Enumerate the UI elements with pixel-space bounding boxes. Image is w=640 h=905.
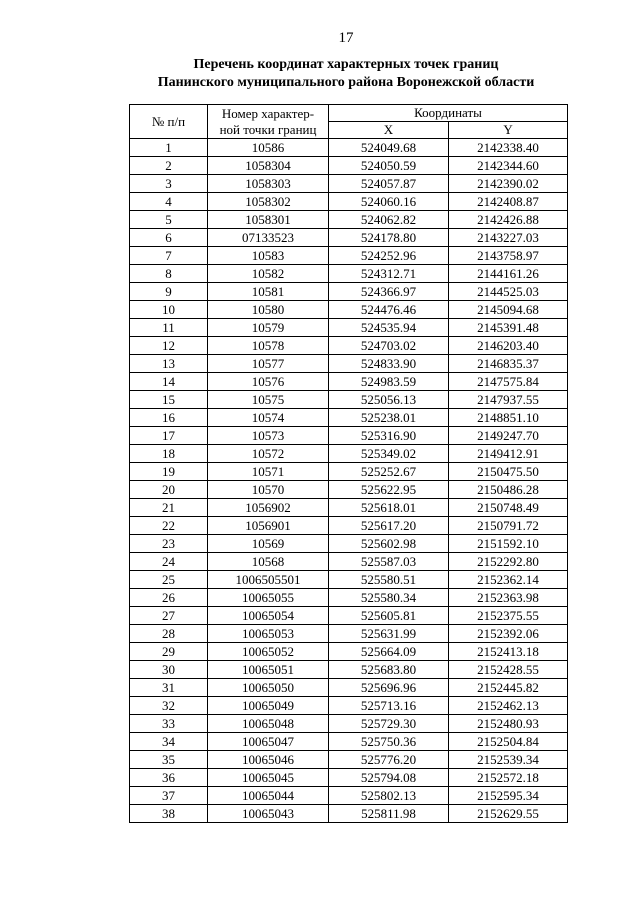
cell-y: 2152413.18	[449, 643, 568, 661]
table-row	[130, 175, 568, 193]
cell-num: 12	[130, 337, 208, 355]
header-point-number	[208, 105, 329, 139]
cell-x: 525316.90	[329, 427, 449, 445]
cell-x: 525683.80	[329, 661, 449, 679]
cell-y: 2142408.87	[449, 193, 568, 211]
cell-num: 28	[130, 625, 208, 643]
table-row	[130, 715, 568, 733]
cell-y: 2152392.06	[449, 625, 568, 643]
cell-y: 2142426.88	[449, 211, 568, 229]
cell-x: 524060.16	[329, 193, 449, 211]
header-num: № п/п	[130, 105, 208, 139]
cell-num: 22	[130, 517, 208, 535]
cell-num: 5	[130, 211, 208, 229]
table-body	[130, 139, 568, 823]
cell-point-number: 10573	[208, 427, 329, 445]
cell-num: 25	[130, 571, 208, 589]
table-row	[130, 751, 568, 769]
cell-point-number: 1006505501	[208, 571, 329, 589]
cell-point-number: 10065047	[208, 733, 329, 751]
cell-y: 2151592.10	[449, 535, 568, 553]
cell-x: 524535.94	[329, 319, 449, 337]
cell-num: 37	[130, 787, 208, 805]
cell-y: 2152363.98	[449, 589, 568, 607]
cell-point-number: 07133523	[208, 229, 329, 247]
cell-point-number: 10576	[208, 373, 329, 391]
cell-point-number: 10065044	[208, 787, 329, 805]
cell-num: 33	[130, 715, 208, 733]
cell-y: 2152362.14	[449, 571, 568, 589]
table-row	[130, 517, 568, 535]
table-row	[130, 139, 568, 157]
cell-num: 34	[130, 733, 208, 751]
table-row	[130, 373, 568, 391]
table-row	[130, 157, 568, 175]
cell-num: 17	[130, 427, 208, 445]
cell-point-number: 1058301	[208, 211, 329, 229]
cell-y: 2150791.72	[449, 517, 568, 535]
cell-point-number: 10065053	[208, 625, 329, 643]
cell-point-number: 10583	[208, 247, 329, 265]
cell-x: 525713.16	[329, 697, 449, 715]
header-coordinates: Координаты	[329, 105, 568, 122]
cell-num: 3	[130, 175, 208, 193]
cell-y: 2152480.93	[449, 715, 568, 733]
cell-x: 525587.03	[329, 553, 449, 571]
cell-x: 525602.98	[329, 535, 449, 553]
cell-y: 2150486.28	[449, 481, 568, 499]
cell-y: 2144525.03	[449, 283, 568, 301]
cell-x: 524312.71	[329, 265, 449, 283]
cell-point-number: 10065045	[208, 769, 329, 787]
table-row	[130, 265, 568, 283]
cell-x: 525580.34	[329, 589, 449, 607]
cell-y: 2152292.80	[449, 553, 568, 571]
cell-point-number: 1056902	[208, 499, 329, 517]
cell-num: 4	[130, 193, 208, 211]
cell-point-number: 1058302	[208, 193, 329, 211]
table-row	[130, 445, 568, 463]
cell-x: 525056.13	[329, 391, 449, 409]
cell-num: 16	[130, 409, 208, 427]
cell-point-number: 10575	[208, 391, 329, 409]
header-x: X	[329, 122, 449, 139]
cell-x: 525349.02	[329, 445, 449, 463]
cell-num: 19	[130, 463, 208, 481]
cell-point-number: 10065054	[208, 607, 329, 625]
header-y: Y	[449, 122, 568, 139]
cell-y: 2145391.48	[449, 319, 568, 337]
cell-x: 524252.96	[329, 247, 449, 265]
cell-point-number: 10065055	[208, 589, 329, 607]
cell-x: 525252.67	[329, 463, 449, 481]
cell-point-number: 10065050	[208, 679, 329, 697]
cell-y: 2152428.55	[449, 661, 568, 679]
cell-x: 524983.59	[329, 373, 449, 391]
cell-x: 524833.90	[329, 355, 449, 373]
table-row	[130, 319, 568, 337]
cell-x: 524178.80	[329, 229, 449, 247]
table-row	[130, 607, 568, 625]
cell-x: 525750.36	[329, 733, 449, 751]
cell-x: 525802.13	[329, 787, 449, 805]
cell-point-number: 10582	[208, 265, 329, 283]
cell-num: 35	[130, 751, 208, 769]
cell-num: 9	[130, 283, 208, 301]
page-number: 17	[338, 30, 354, 46]
header-point-line-1: Номер характер-	[221, 105, 315, 121]
cell-num: 31	[130, 679, 208, 697]
cell-num: 8	[130, 265, 208, 283]
table-row	[130, 679, 568, 697]
table-row	[130, 589, 568, 607]
cell-point-number: 10570	[208, 481, 329, 499]
cell-x: 525794.08	[329, 769, 449, 787]
cell-num: 27	[130, 607, 208, 625]
cell-x: 524062.82	[329, 211, 449, 229]
cell-num: 20	[130, 481, 208, 499]
table-row	[130, 301, 568, 319]
cell-y: 2143227.03	[449, 229, 568, 247]
cell-x: 525618.01	[329, 499, 449, 517]
cell-y: 2145094.68	[449, 301, 568, 319]
cell-point-number: 1058303	[208, 175, 329, 193]
title-line-1: Перечень координат характерных точек границ	[193, 57, 499, 72]
table-row	[130, 805, 568, 823]
cell-num: 23	[130, 535, 208, 553]
cell-y: 2152572.18	[449, 769, 568, 787]
cell-y: 2152462.13	[449, 697, 568, 715]
cell-point-number: 1058304	[208, 157, 329, 175]
cell-num: 32	[130, 697, 208, 715]
cell-y: 2152504.84	[449, 733, 568, 751]
cell-x: 524703.02	[329, 337, 449, 355]
table-row	[130, 733, 568, 751]
cell-num: 21	[130, 499, 208, 517]
cell-num: 7	[130, 247, 208, 265]
cell-num: 30	[130, 661, 208, 679]
cell-y: 2147937.55	[449, 391, 568, 409]
cell-point-number: 10578	[208, 337, 329, 355]
cell-y: 2149412.91	[449, 445, 568, 463]
table-row	[130, 391, 568, 409]
cell-num: 29	[130, 643, 208, 661]
cell-point-number: 10581	[208, 283, 329, 301]
cell-x: 525729.30	[329, 715, 449, 733]
table-row	[130, 463, 568, 481]
cell-y: 2142390.02	[449, 175, 568, 193]
cell-y: 2148851.10	[449, 409, 568, 427]
table-row	[130, 337, 568, 355]
table-row	[130, 571, 568, 589]
cell-num: 26	[130, 589, 208, 607]
table-row	[130, 535, 568, 553]
table-row	[130, 247, 568, 265]
cell-num: 2	[130, 157, 208, 175]
table-row	[130, 643, 568, 661]
cell-num: 6	[130, 229, 208, 247]
cell-point-number: 10569	[208, 535, 329, 553]
document-title	[0, 56, 640, 92]
cell-num: 10	[130, 301, 208, 319]
table-row	[130, 229, 568, 247]
cell-y: 2146203.40	[449, 337, 568, 355]
table-row	[130, 661, 568, 679]
cell-y: 2152595.34	[449, 787, 568, 805]
cell-y: 2142338.40	[449, 139, 568, 157]
cell-x: 525238.01	[329, 409, 449, 427]
cell-point-number: 1056901	[208, 517, 329, 535]
cell-x: 524057.87	[329, 175, 449, 193]
table-row	[130, 409, 568, 427]
cell-y: 2150475.50	[449, 463, 568, 481]
cell-point-number: 10572	[208, 445, 329, 463]
cell-point-number: 10580	[208, 301, 329, 319]
table-row	[130, 769, 568, 787]
table-row	[130, 481, 568, 499]
table-row	[130, 553, 568, 571]
cell-num: 1	[130, 139, 208, 157]
table-row	[130, 499, 568, 517]
table-row	[130, 211, 568, 229]
cell-y: 2143758.97	[449, 247, 568, 265]
cell-x: 524050.59	[329, 157, 449, 175]
cell-x: 525696.96	[329, 679, 449, 697]
cell-x: 525617.20	[329, 517, 449, 535]
cell-x: 525631.99	[329, 625, 449, 643]
cell-y: 2152629.55	[449, 805, 568, 823]
cell-num: 36	[130, 769, 208, 787]
cell-y: 2146835.37	[449, 355, 568, 373]
header-point-line-2: ной точки границ	[219, 121, 317, 137]
table-row	[130, 697, 568, 715]
table-row	[130, 193, 568, 211]
table-header	[130, 105, 568, 139]
cell-x: 525622.95	[329, 481, 449, 499]
cell-point-number: 10577	[208, 355, 329, 373]
cell-x: 524476.46	[329, 301, 449, 319]
table-row	[130, 787, 568, 805]
cell-x: 525664.09	[329, 643, 449, 661]
cell-num: 24	[130, 553, 208, 571]
cell-num: 13	[130, 355, 208, 373]
cell-num: 18	[130, 445, 208, 463]
cell-y: 2142344.60	[449, 157, 568, 175]
cell-y: 2152445.82	[449, 679, 568, 697]
cell-point-number: 10574	[208, 409, 329, 427]
cell-y: 2152375.55	[449, 607, 568, 625]
cell-point-number: 10579	[208, 319, 329, 337]
cell-num: 14	[130, 373, 208, 391]
table-row	[130, 625, 568, 643]
cell-point-number: 10586	[208, 139, 329, 157]
cell-x: 525605.81	[329, 607, 449, 625]
cell-y: 2144161.26	[449, 265, 568, 283]
cell-point-number: 10065046	[208, 751, 329, 769]
title-line-2: Панинского муниципального района Воронежской области	[157, 75, 535, 90]
table-row	[130, 355, 568, 373]
coordinates-table	[129, 104, 568, 823]
cell-x: 525776.20	[329, 751, 449, 769]
table-row	[130, 427, 568, 445]
cell-point-number: 10065049	[208, 697, 329, 715]
cell-x: 525580.51	[329, 571, 449, 589]
cell-point-number: 10065051	[208, 661, 329, 679]
cell-point-number: 10065048	[208, 715, 329, 733]
cell-x: 524049.68	[329, 139, 449, 157]
cell-num: 38	[130, 805, 208, 823]
cell-y: 2150748.49	[449, 499, 568, 517]
cell-y: 2152539.34	[449, 751, 568, 769]
cell-point-number: 10065052	[208, 643, 329, 661]
cell-x: 524366.97	[329, 283, 449, 301]
cell-num: 11	[130, 319, 208, 337]
cell-point-number: 10568	[208, 553, 329, 571]
cell-y: 2149247.70	[449, 427, 568, 445]
cell-point-number: 10065043	[208, 805, 329, 823]
cell-point-number: 10571	[208, 463, 329, 481]
cell-num: 15	[130, 391, 208, 409]
cell-y: 2147575.84	[449, 373, 568, 391]
cell-x: 525811.98	[329, 805, 449, 823]
table-row	[130, 283, 568, 301]
